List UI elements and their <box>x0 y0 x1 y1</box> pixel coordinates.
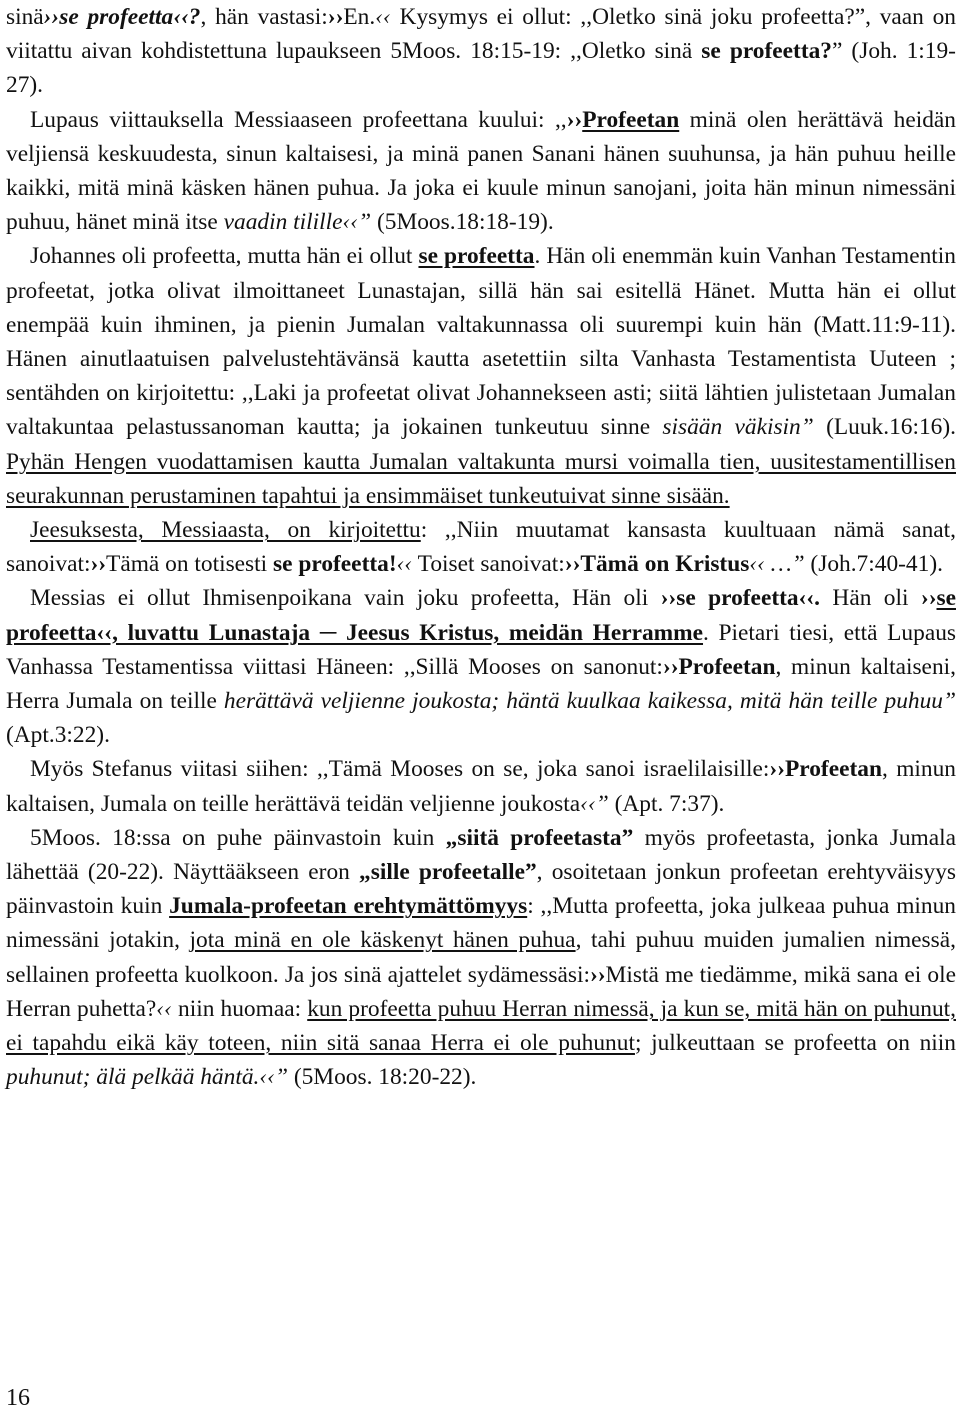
text-run: Lupaus viittauksella Messiaaseen profeettana kuului: ,, <box>30 106 567 133</box>
text-run: se profeetta <box>418 243 535 270</box>
paragraph <box>6 513 956 581</box>
text-run: , hän vastasi: <box>200 4 328 30</box>
text-run: ››se profeetta‹‹. <box>660 585 821 612</box>
paragraph <box>6 821 956 1095</box>
text-run: myös profeetasta, jonka Jumala lähettää (20-22). Näyttääkseen eron <box>6 824 956 886</box>
text-run: ‹‹ <box>156 995 172 1022</box>
paragraph <box>6 103 956 240</box>
text-run: (Apt. 7:37). <box>608 790 725 817</box>
text-run: se profeetta‹‹, luvattu Lunastaja ─ Jeesus Kristus, meidän Herramme <box>6 585 956 646</box>
text-run: ‹‹” <box>580 790 609 817</box>
text-run: „siitä profeetasta” <box>445 824 634 851</box>
text-run: 5Moos. 18:ssa on puhe päinvastoin kuin <box>30 824 446 851</box>
text-run: (Apt.3:22). <box>6 722 110 749</box>
text-run: Jeesuksesta, Messiaasta, on kirjoitettu <box>30 517 421 544</box>
text-run: , tahi puhuu muiden jumalien nimessä, sellainen profeetta kuolkoon. Ja jos sinä ajattelet sydämessäsi: <box>6 927 956 988</box>
text-run: : ,,Niin muutamat kansasta kuultuaan nämä sanat, sanoivat: <box>6 517 956 578</box>
text-run: Profeetan <box>582 106 680 133</box>
text-run: Hän oli <box>820 585 921 612</box>
text-run: vaadin tilille‹‹” <box>223 209 372 236</box>
text-run: se profeetta! <box>273 551 397 578</box>
text-run: Messias ei ollut Ihmisenpoikana vain joku profeetta, Hän oli <box>30 585 661 612</box>
text-run: : ,,Mutta profeetta, joka julkeaa puhua minun nimessäni jotakin, <box>6 893 957 954</box>
text-run: Pyhän Hengen vuodattamisen kautta Jumalan valtakunta mursi voimalla tien, uusitestamentillisen seurakunnan perustaminen tapahtui ja ensimmäiset tunkeutuivat sinne sisään. <box>6 448 956 509</box>
text-run: ›› <box>566 106 583 133</box>
text-run: Mistä me tiedämme, mikä sana ei ole Herran puhetta? <box>6 961 957 1022</box>
text-run: ›› <box>327 4 344 30</box>
document-page <box>6 0 956 1095</box>
paragraph <box>6 581 956 752</box>
text-run: puhunut; älä pelkää häntä.‹‹” <box>6 1064 288 1091</box>
text-run: Toiset sanoivat: <box>412 551 565 578</box>
text-run: (Luuk.16:16). <box>813 414 956 441</box>
text-run: (5Moos.18:18-19). <box>371 209 554 236</box>
text-run: ‹‹ <box>375 4 391 30</box>
text-run: minä olen herättävä heidän veljiensä keskuudesta, sinun kaltaisesi, ja minä panen Sanani hänen suuhunsa, ja hän puhuu heille kaikki, mitä minä käsken hänen puhua. Ja joka ei kuule minun sanojani, joita hän minun nimessäni puhuu, hänet minä itse <box>6 106 956 236</box>
text-run: niin huomaa: <box>171 995 308 1022</box>
text-run: , osoitetaan jonkun profeetan erehtyväisyys päinvastoin kuin <box>6 859 956 920</box>
page-number: 16 <box>6 1385 30 1411</box>
text-run: se profeetta? <box>701 38 833 65</box>
text-run: „sille profeetalle” <box>359 859 537 886</box>
text-run: ››Tämä on Kristus <box>564 551 750 578</box>
text-run: ‹‹ …” <box>749 551 805 578</box>
text-run: kun profeetta puhuu Herran nimessä, ja kun se, mitä hän on puhunut, ei tapahdu eikä käy toteen, niin sitä sanaa Herra ei ole puhunut <box>6 995 956 1057</box>
text-run: , minun kaltaisen, Jumala on teille herättävä teidän veljienne joukosta <box>6 756 956 817</box>
text-run: jota minä en ole käskenyt hänen puhua <box>189 927 576 954</box>
text-run: Myös Stefanus viitasi siihen: ,,Tämä Mooses on se, joka sanoi israelilaisille: <box>30 756 770 783</box>
text-run: Kysymys ei ollut: ,,Oletko sinä joku profeetta?”, vaan on viitattu aivan kohdistettuna lupaukseen 5Moos. 18:15-19: ,,Oletko sinä <box>6 4 956 65</box>
text-run: Johannes oli profeetta, mutta hän ei ollut <box>30 243 419 270</box>
paragraph <box>6 239 956 513</box>
text-run: Jumala-profeetan erehtymättömyys <box>169 893 528 920</box>
text-run: sisään väkisin” <box>662 414 814 441</box>
text-run: ; julkeuttaan se profeetta on niin <box>634 1030 956 1057</box>
paragraph <box>6 0 956 103</box>
text-run: , minun kaltaiseni, Herra Jumala on teille <box>6 653 956 715</box>
text-run: ” (Joh. 1:19-27). <box>6 38 956 99</box>
text-run: ›› <box>589 961 606 988</box>
text-run: En. <box>343 4 376 30</box>
text-run: . Pietari tiesi, että Lupaus Vanhassa Testamentissa viittasi Häneen: ,,Sillä Mooses on sanonut: <box>6 619 956 680</box>
text-run: (Joh.7:40-41). <box>804 551 943 578</box>
text-run: ‹‹ <box>396 551 413 578</box>
text-run: . Hän oli enemmän kuin Vanhan Testamentin profeetat, jotka olivat ilmoittaneet Lunastajan, sillä hän sai esitellä Hänet. Mutta hän ei ollut enempää kuin ihminen, ja pienin Jumalan valtakunnassa oli suurempi kuin hän (Matt.11:9-11). Hänen ainutlaatuisen palvelustehtävänsä kautta asetettiin silta Vanhasta Testamentista Uuteen ; sentähden on kirjoitettu: ,,Laki ja profeetat olivat Johannekseen asti; siitä lähtien julistetaan Jumalan valtakuntaa pelastussanoman kautta; ja jokainen tunkeutuu sinne <box>6 243 956 441</box>
text-run: Tämä on totisesti <box>106 551 274 578</box>
text-run: sinä <box>6 4 44 30</box>
text-run: ››se profeetta‹‹? <box>43 4 201 30</box>
text-run: ›› <box>90 551 107 578</box>
text-run: ›› <box>920 585 937 612</box>
text-run: ››Profeetan <box>662 653 776 680</box>
text-run: (5Moos. 18:20-22). <box>287 1064 477 1091</box>
paragraph <box>6 752 956 820</box>
text-run: ››Profeetan <box>769 756 882 783</box>
text-run: herättävä veljienne joukosta; häntä kuulkaa kaikessa, mitä hän teille puhuu” <box>223 688 956 715</box>
